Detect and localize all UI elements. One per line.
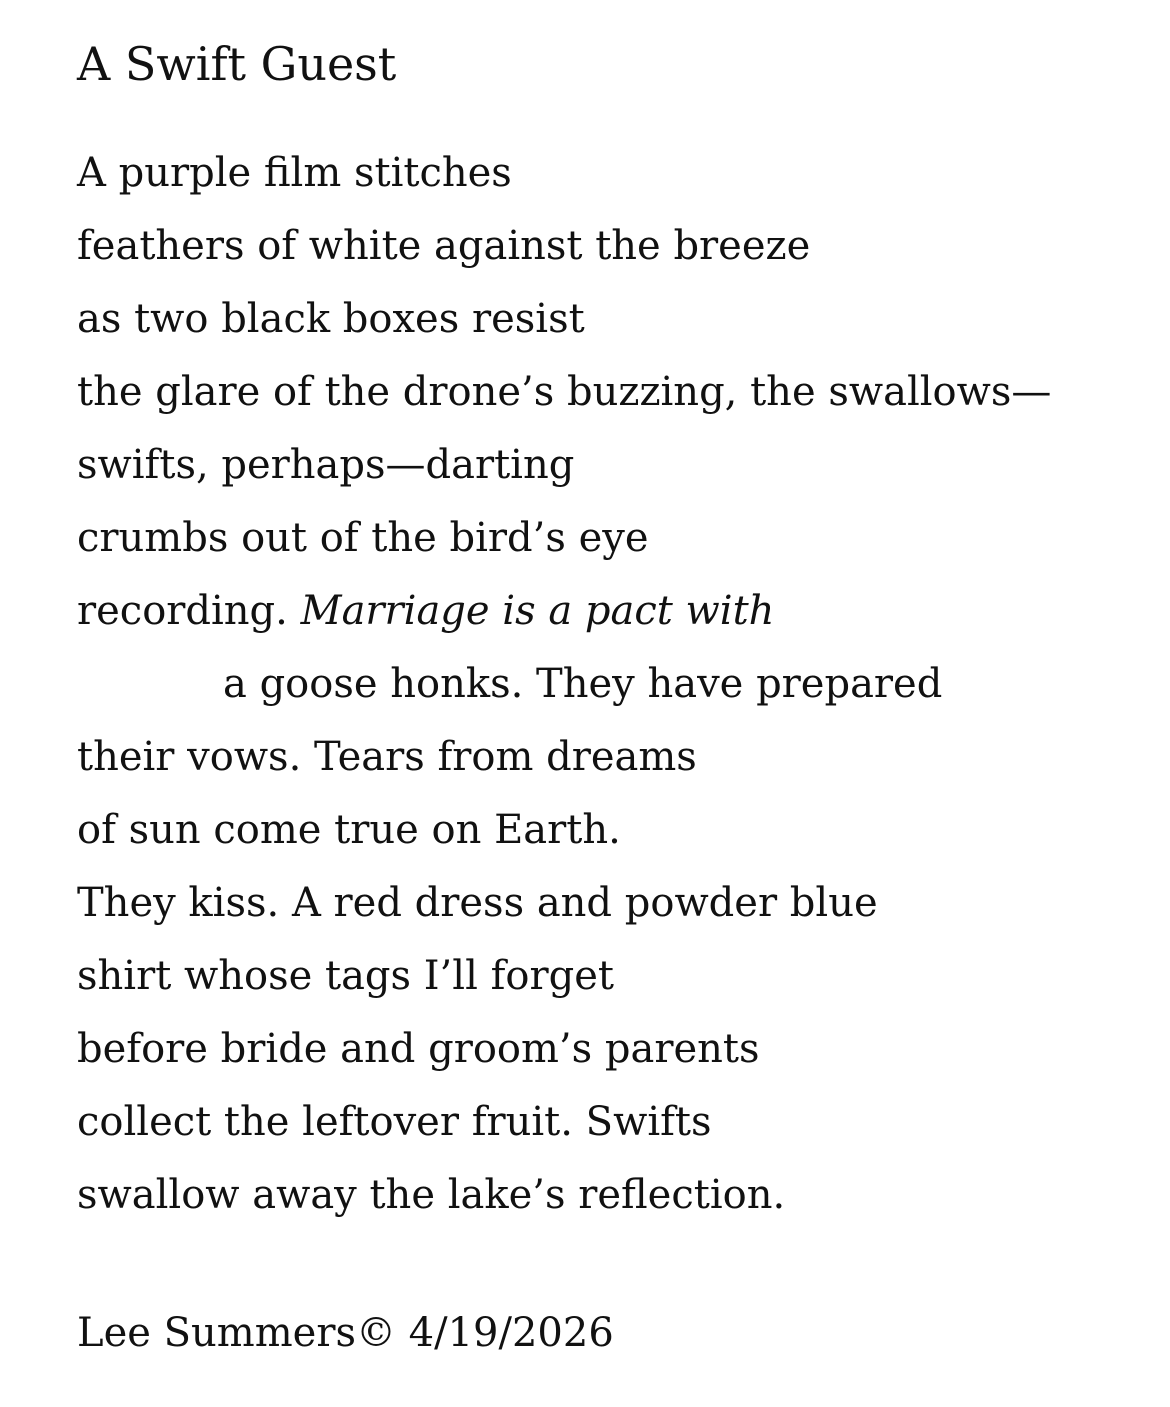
poem-line: of sun come true on Earth. [77, 807, 621, 853]
poem-line: swifts, perhaps—darting [77, 442, 575, 488]
poem-line: shirt whose tags I’ll forget [77, 953, 614, 999]
poem-line: swallow away the lake’s reflection. [77, 1172, 786, 1218]
poem-line: before bride and groom’s parents [77, 1026, 760, 1072]
poem-line: collect the leftover fruit. Swifts [77, 1099, 712, 1145]
poem-line [77, 575, 1137, 648]
poem-title: A Swift Guest [77, 37, 397, 91]
poem-line: A purple film stitches [77, 150, 512, 196]
poem-line-indented: a goose honks. They have prepared [223, 661, 943, 707]
poem-line: feathers of white against the breeze [77, 223, 811, 269]
poem-line-text: recording. [77, 588, 288, 634]
poem-line: the glare of the drone’s buzzing, the swallows— [77, 369, 1052, 415]
poem-line: crumbs out of the bird’s eye [77, 515, 649, 561]
poem-line: their vows. Tears from dreams [77, 734, 697, 780]
poem-body [77, 137, 1137, 1232]
poem-line: They kiss. A red dress and powder blue [77, 880, 878, 926]
author-signature: Lee Summers© 4/19/2026 [77, 1310, 614, 1356]
poem-line-italic-text: Marriage is a pact with [300, 588, 775, 634]
poem-line: as two black boxes resist [77, 296, 585, 342]
